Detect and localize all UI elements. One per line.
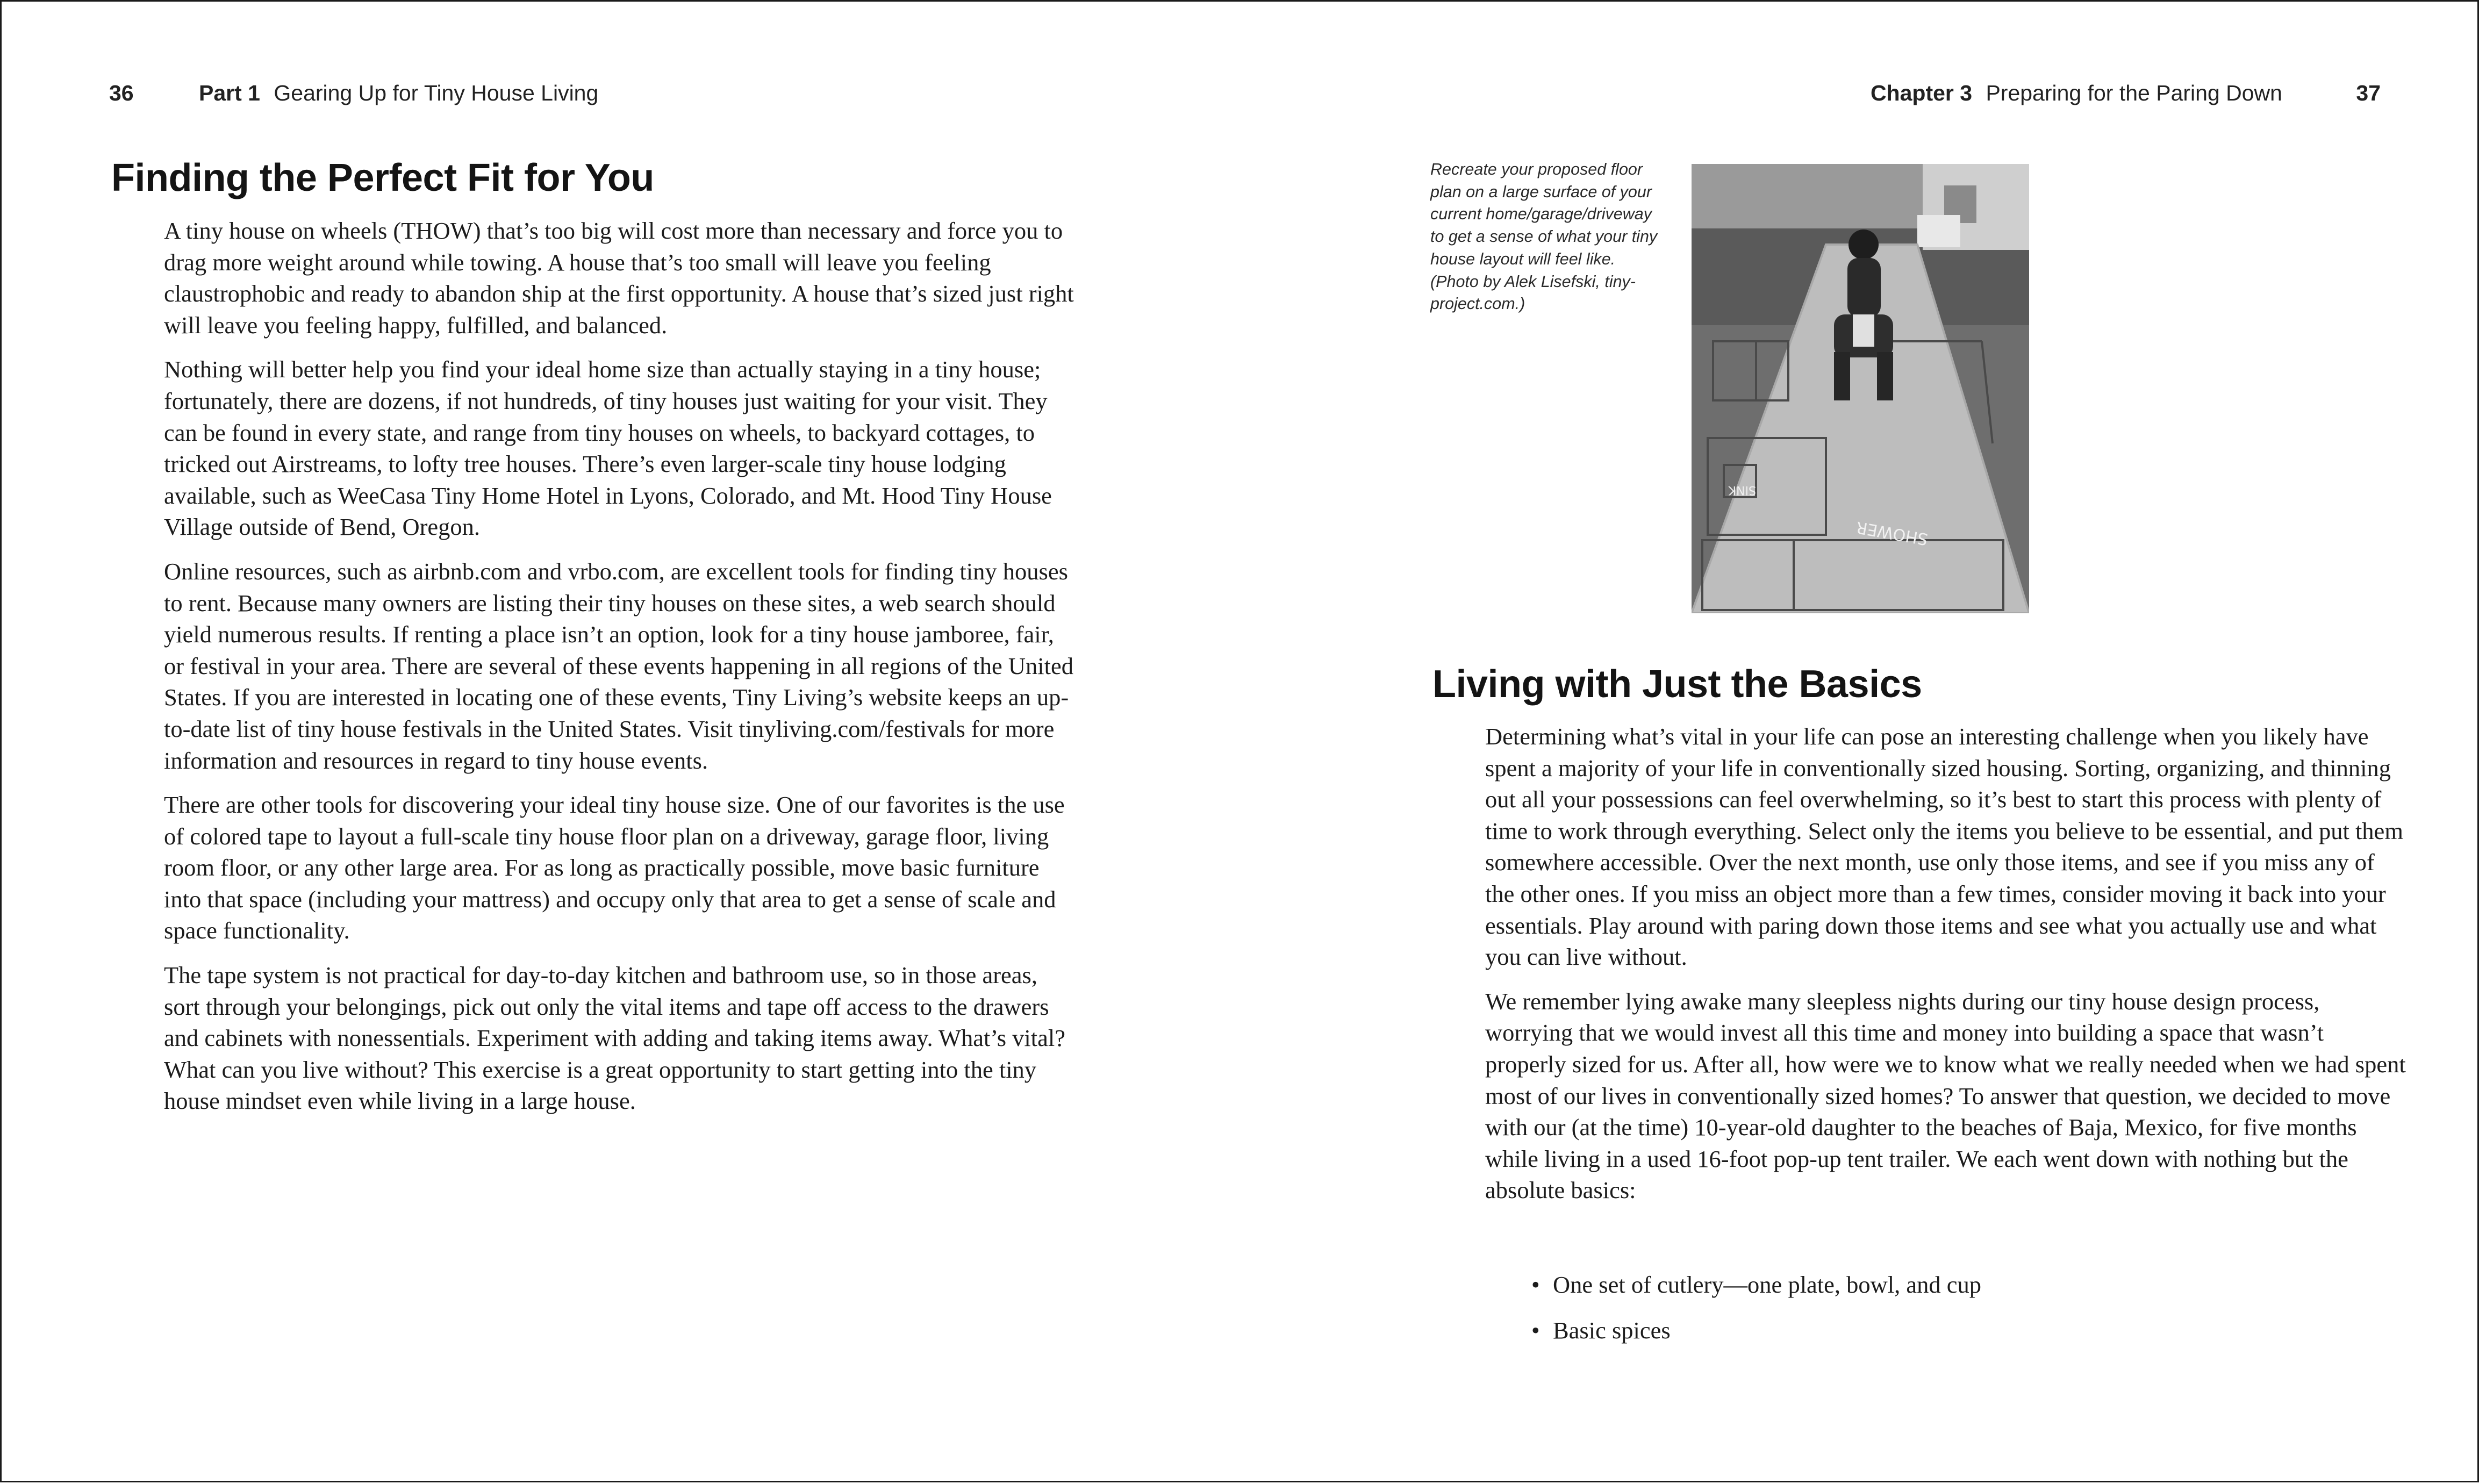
list-item xyxy=(1531,1315,1981,1346)
right-page xyxy=(1241,2,2479,1484)
paragraph: Nothing will better help you find your ideal home size than actually staying in a tiny house; fortunately, there are dozens, if not hundreds, of tiny houses just waiting for your visit. They can be found in every state, and range from tiny houses on wheels, to backyard cottages, to tricked out Airstreams, to lofty tree houses. There’s even larger-scale tiny house lodging available, such as WeeCasa Tiny Home Hotel in Lyons, Colorado, and Mt. Hood Tiny House Village outside of Bend, Oregon. xyxy=(164,356,1052,541)
essentials-bullet-list xyxy=(1531,1269,1981,1360)
paragraph: Online resources, such as airbnb.com and vrbo.com, are excellent tools for finding tiny houses to rent. Because many owners are listing their tiny houses on these sites, a web search should yield numerous results. If renting a place isn’t an option, look for a tiny house jamboree, fair, or festival in your area. There are several of these events happening in all regions of the United States. If you are interested in locating one of these events, Tiny Living’s website keeps an up-to-date list of tiny house festivals in the United States. Visit tinyliving.com/festivals for more information and resources in regard to tiny house events. xyxy=(164,557,1074,774)
section-heading-basics: Living with Just the Basics xyxy=(1432,663,1922,706)
section-heading-perfect-fit: Finding the Perfect Fit for You xyxy=(111,156,654,199)
left-page xyxy=(2,2,1241,1484)
right-running-head xyxy=(1871,77,2381,109)
right-body-text xyxy=(1485,721,2410,1219)
part-title: Gearing Up for Tiny House Living xyxy=(274,81,599,105)
part-label: Part 1 xyxy=(199,81,260,105)
left-body-text xyxy=(164,215,1078,1130)
list-item-text: One set of cutlery—one plate, bowl, and cup xyxy=(1553,1271,1982,1298)
photo-illustration xyxy=(1692,164,2029,613)
paragraph: We remember lying awake many sleepless nights during our tiny house design process, worrying that we would invest all this time and money into building a space that wasn’t properly sized for us. After all, how were we to know what we really needed when we had spent most of our lives in conventionally sized homes? To answer that question, we decided to move with our (at the time) 10-year-old daughter to the beaches of Baja, Mexico, for five months while living in a used 16-foot pop-up tent trailer. We each went down with nothing but the absolute basics: xyxy=(1485,987,2406,1204)
page-number-left: 36 xyxy=(109,81,134,105)
bullet-glyph: • xyxy=(1531,1271,1540,1298)
paragraph: A tiny house on wheels (THOW) that’s too big will cost more than necessary and force you to drag more weight around while towing. A house that’s too small will leave you feeling claustrophobic and ready to abandon ship at the first opportunity. A house that’s sized just right will leave you feeling happy, fulfilled, and balanced. xyxy=(164,217,1074,339)
floor-plan-photo xyxy=(1692,164,2029,613)
chapter-title: Preparing for the Paring Down xyxy=(1986,81,2282,105)
paragraph: There are other tools for discovering your ideal tiny house size. One of our favorites is the use of colored tape to layout a full-scale tiny house floor plan on a driveway, garage floor, living room floor, or any other large area. For as long as practically possible, move basic furniture into that space (including your mattress) and occupy only that area to get a sense of scale and space functionality. xyxy=(164,791,1065,944)
list-item-text: Basic spices xyxy=(1553,1316,1671,1344)
left-running-head xyxy=(109,77,598,109)
figure-caption: Recreate your proposed floor plan on a large surface of your current home/garage/driveway to get a sense of what your tiny house layout will feel like. (Photo by Alek Lisefski, tiny-project.com.) xyxy=(1430,160,1658,313)
paragraph: Determining what’s vital in your life can pose an interesting challenge when you likely have spent a majority of your life in conventionally sized housing. Sorting, organizing, and thinning out all your possessions can feel overwhelming, so it’s best to start this process with plenty of time to work through everything. Select only the items you believe to be essential, and put them somewhere accessible. Over the next month, use only those items, and see if you miss any of the other ones. If you miss an object more than a few times, consider moving it back into your essentials. Play around with paring down those items and see what you actually use and what you can live without. xyxy=(1485,723,2403,971)
chalk-sink-label: SINK xyxy=(1728,483,1756,497)
chalk-shower-label: SHOWER xyxy=(1854,517,1930,549)
page-number-right: 37 xyxy=(2356,81,2381,105)
list-item xyxy=(1531,1269,1981,1301)
bullet-glyph: • xyxy=(1531,1316,1540,1344)
paragraph: The tape system is not practical for day-to-day kitchen and bathroom use, so in those areas, sort through your belongings, pick out only the vital items and tape off access to the drawers and cabinets with nonessentials. Experiment with adding and taking items away. What’s vital? What can you live without? This exercise is a great opportunity to start getting into the tiny house mindset even while living in a large house. xyxy=(164,962,1066,1115)
chapter-label: Chapter 3 xyxy=(1870,81,1973,105)
